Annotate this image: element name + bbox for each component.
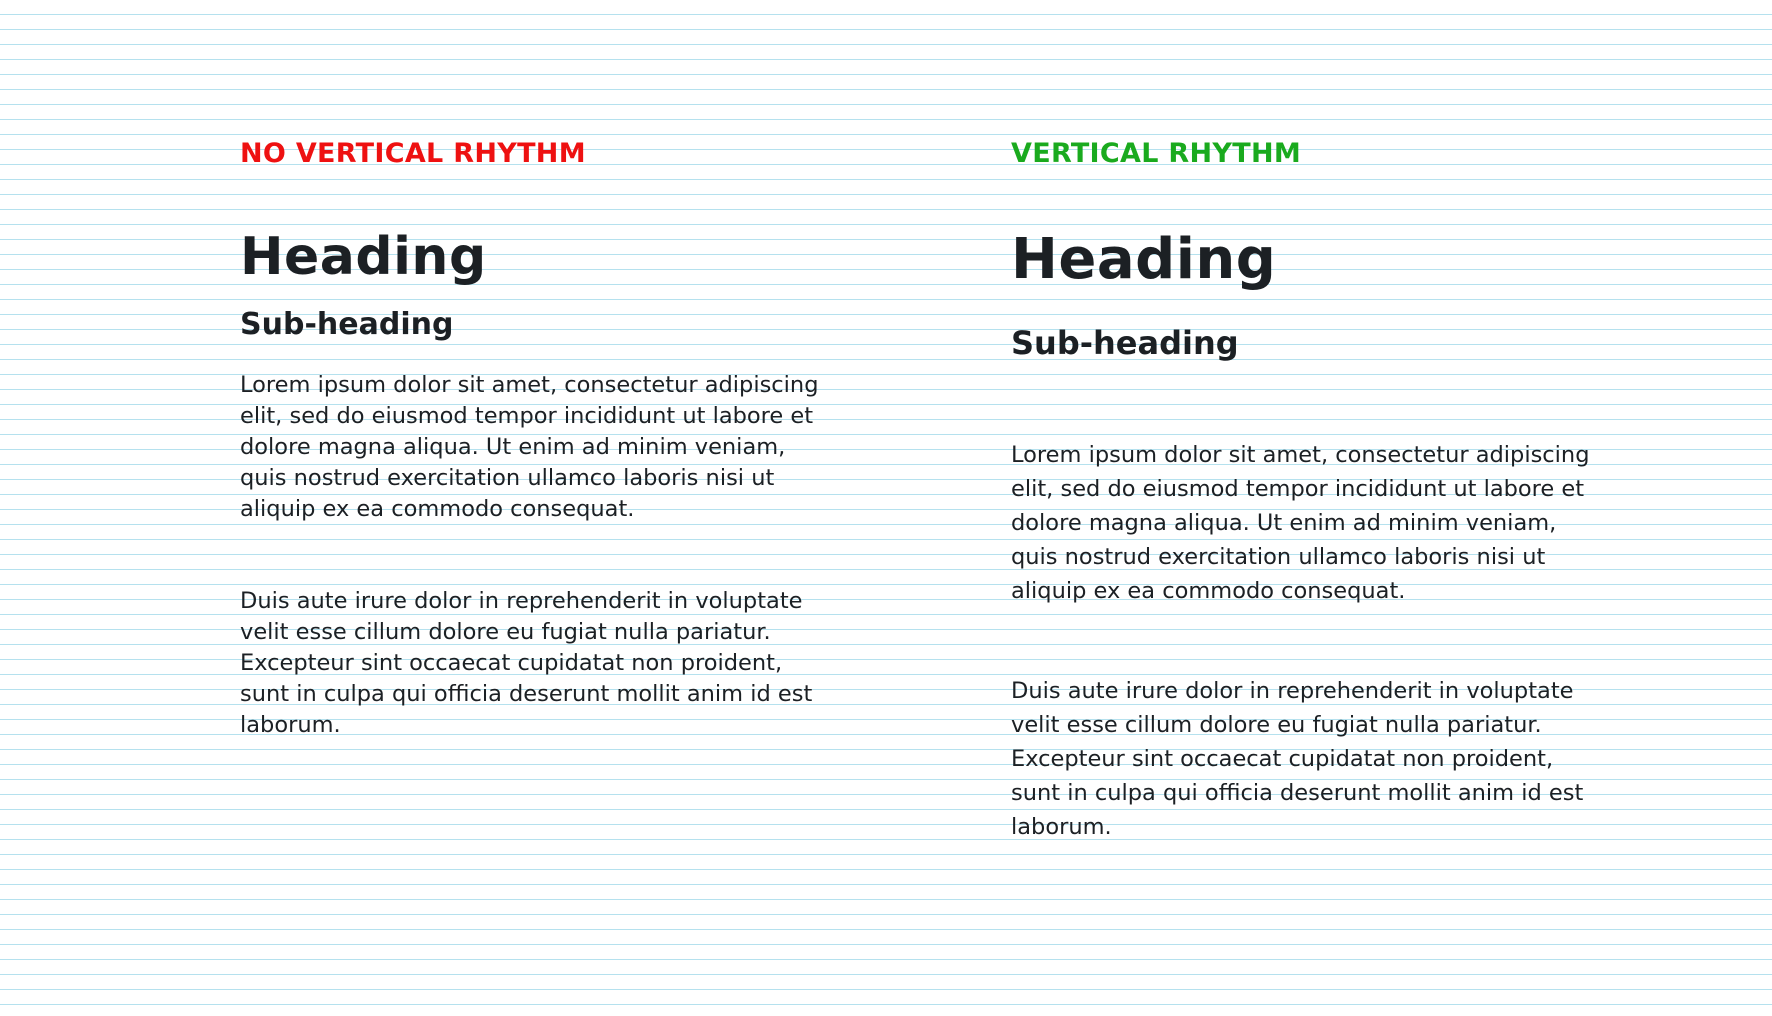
rhythm-label: VERTICAL RHYTHM — [1011, 138, 1302, 169]
no-rhythm-subheading: Sub-heading — [240, 307, 454, 342]
no-rhythm-label: NO VERTICAL RHYTHM — [240, 138, 586, 169]
no-rhythm-paragraph-2: Duis aute irure dolor in reprehenderit in voluptate velit esse cillum dolore eu fugiat nulla pariatur. Excepteur sint occaecat cupidatat non proident, sunt in culpa qui officia deserunt mollit anim id est laborum. — [240, 588, 813, 738]
rhythm-heading: Heading — [1011, 227, 1277, 292]
no-rhythm-heading: Heading — [240, 227, 487, 287]
no-rhythm-paragraph-1: Lorem ipsum dolor sit amet, consectetur adipiscing elit, sed do eiusmod tempor incididunt ut labore et dolore magna aliqua. Ut enim ad minim veniam, quis nostrud exercitation ullamco laboris nisi ut aliquip ex ea commodo consequat. — [240, 372, 819, 522]
rhythm-paragraph-2: Duis aute irure dolor in reprehenderit in voluptate velit esse cillum dolore eu fugiat nulla pariatur. Excepteur sint occaecat cupidatat non proident, sunt in culpa qui officia deserunt mollit anim id est laborum. — [1011, 678, 1584, 840]
rhythm-subheading: Sub-heading — [1011, 324, 1239, 362]
rhythm-paragraph-1: Lorem ipsum dolor sit amet, consectetur adipiscing elit, sed do eiusmod tempor incididunt ut labore et dolore magna aliqua. Ut enim ad minim veniam, quis nostrud exercitation ullamco laboris nisi ut aliquip ex ea commodo consequat. — [1011, 442, 1590, 604]
